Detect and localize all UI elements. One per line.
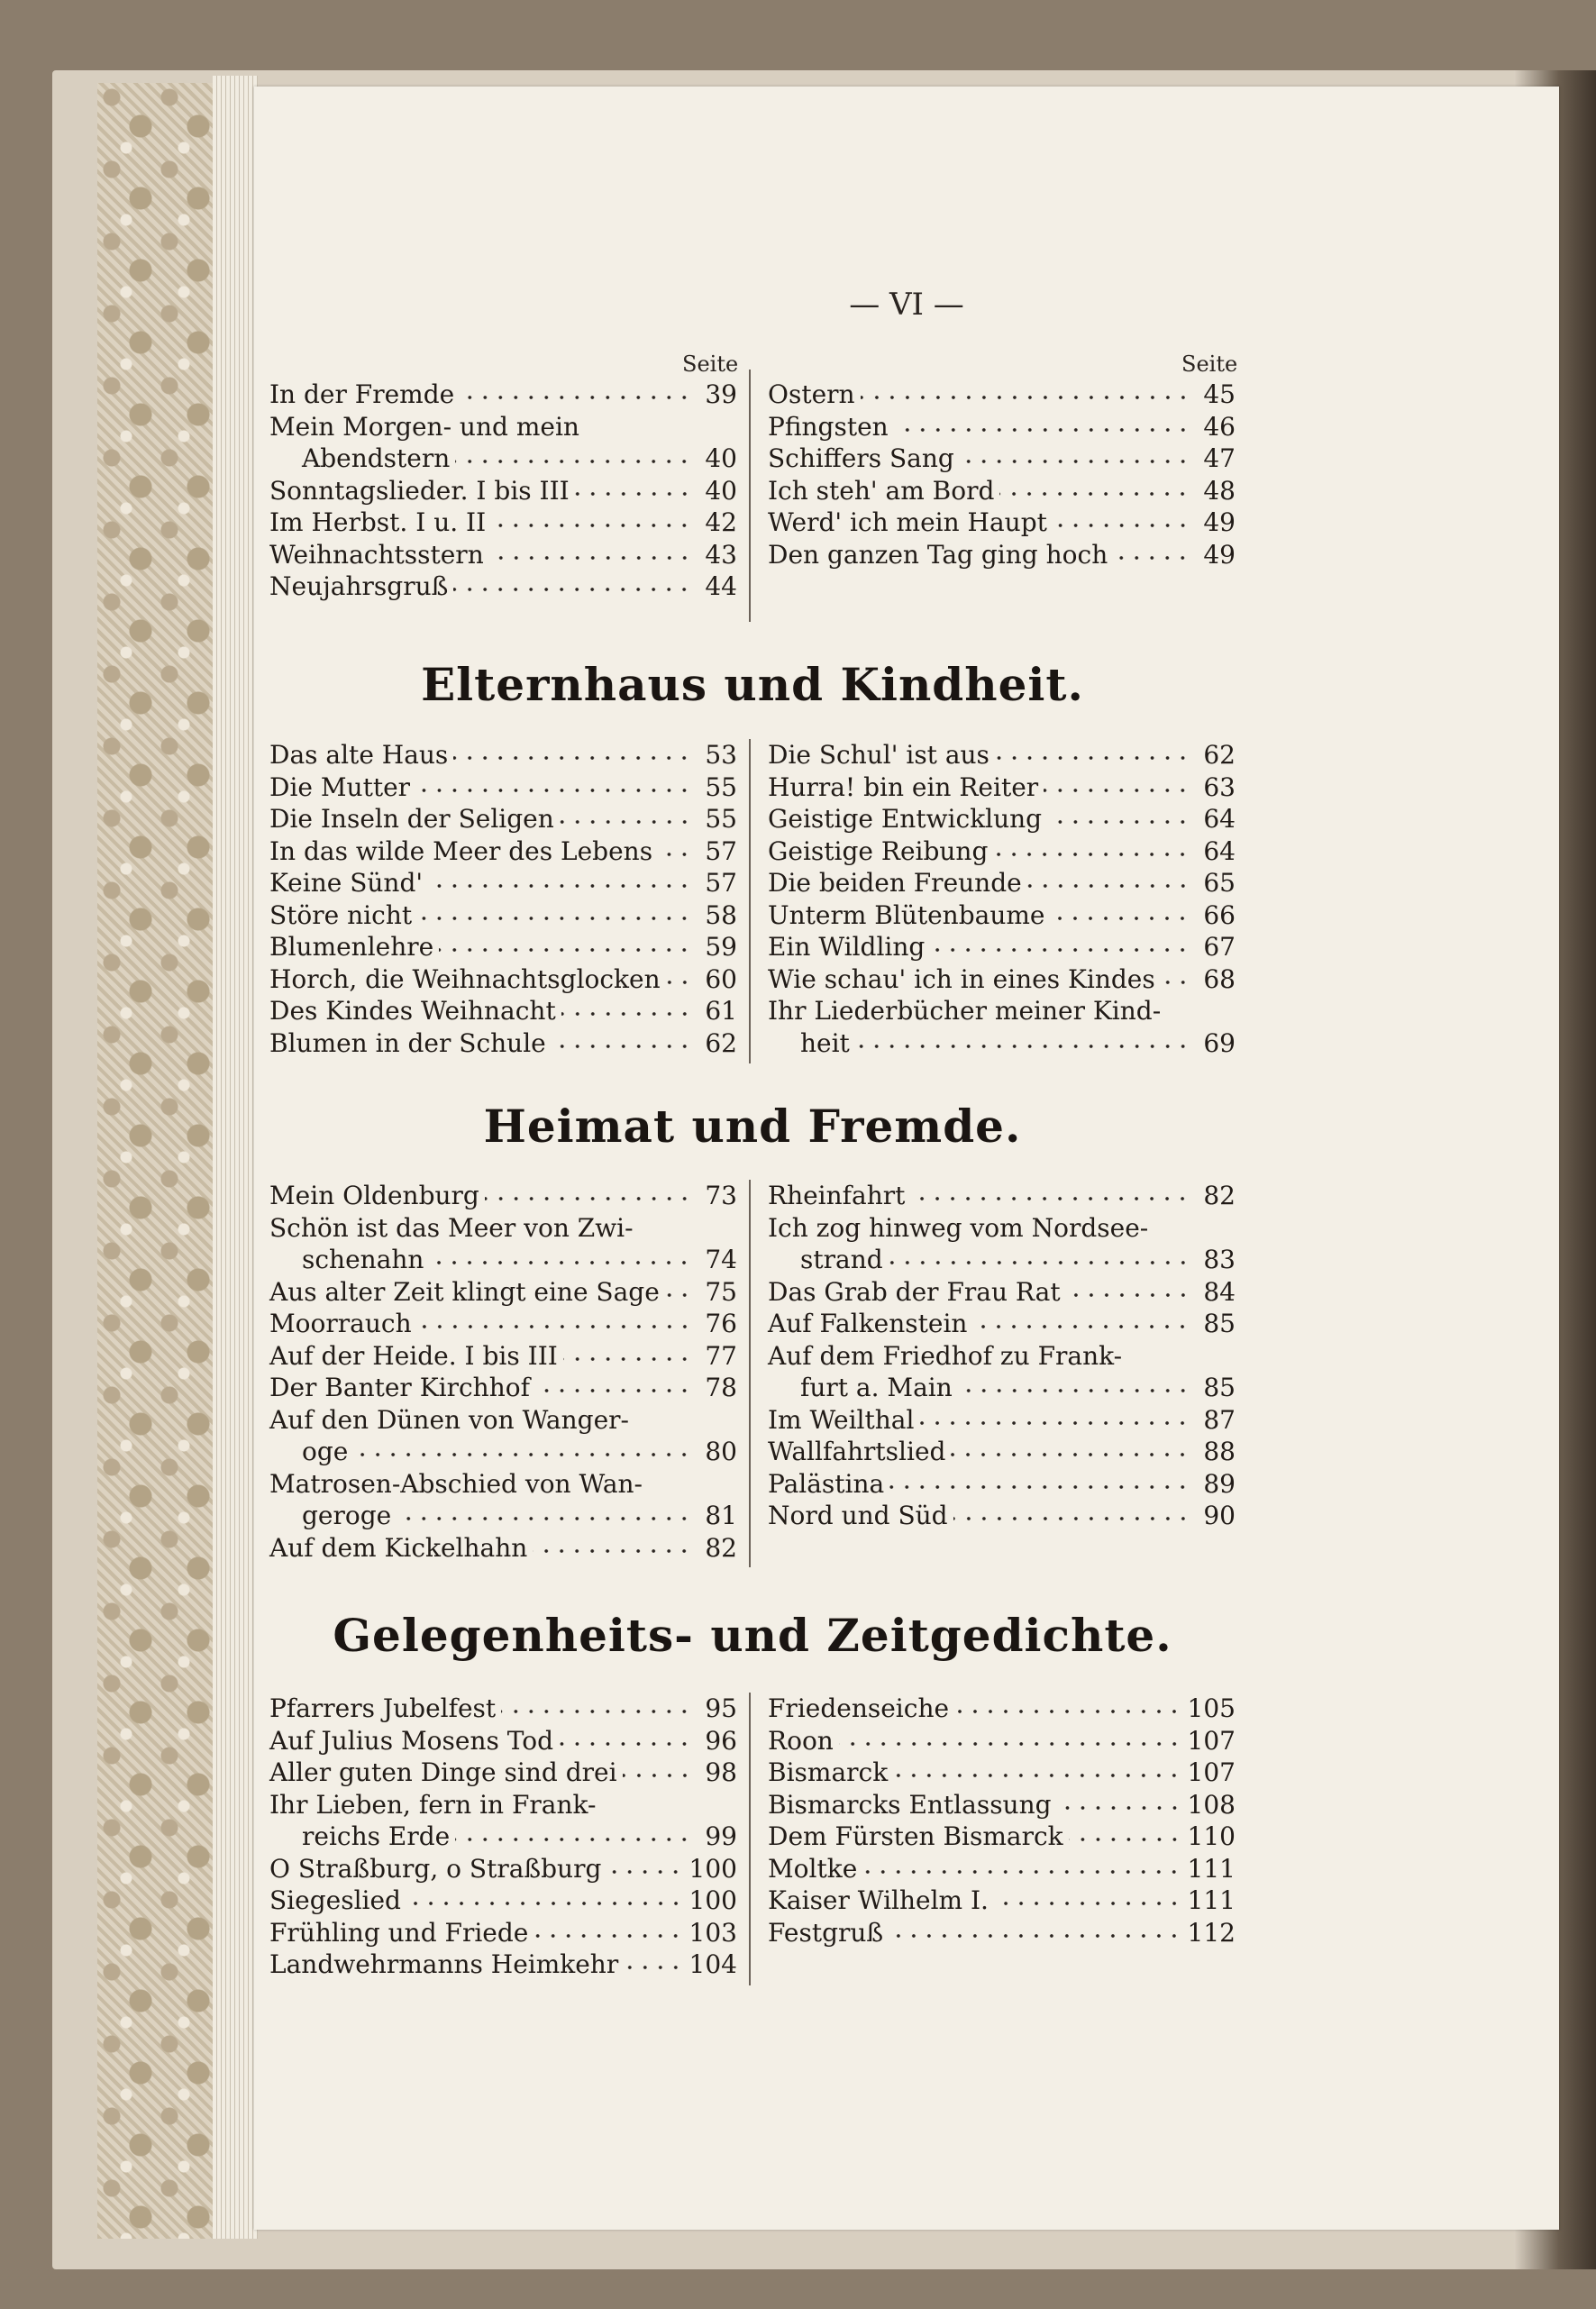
toc-entry [269,963,737,996]
dot-leader [563,1354,692,1364]
toc-section-3 [269,1693,1236,1981]
toc-entry-page: 104 [689,1949,737,1979]
toc-entry-title: Moltke [768,1853,858,1884]
toc-entry-page: 80 [705,1437,737,1466]
toc-entry [768,771,1236,804]
dot-leader [930,945,1190,955]
page-edges [213,76,258,2239]
toc-entry-title: Rheinfahrt [768,1181,906,1210]
dot-leader [397,1513,692,1524]
toc-entry-title: Aus alter Zeit klingt eine Sage [269,1276,660,1307]
dot-leader [993,849,1190,860]
dot-leader [453,584,692,595]
toc-entry [768,1789,1236,1821]
toc-entry [269,1027,737,1060]
dot-leader [951,1449,1190,1460]
toc-entry-title: O Straßburg, o Straßburg [269,1853,602,1884]
toc-entry-page: 98 [705,1757,737,1787]
toc-entry [768,443,1236,475]
dot-leader [972,1321,1190,1332]
toc-entry [768,1244,1236,1276]
toc-entry-title: Blumenlehre [269,932,434,962]
seite-header-row [269,351,1236,379]
dot-leader [406,1898,684,1909]
dot-leader [1066,1290,1190,1301]
toc-entry-title: Weihnachtsstern [269,539,484,570]
dot-leader [535,1385,692,1396]
toc-entry [269,1693,737,1725]
toc-entry-title: Frühling und Friede [269,1917,529,1948]
toc-entry-title: Auf Julius Mosens Tod [269,1725,554,1756]
toc-entry [768,1027,1236,1060]
toc-entry-page: 61 [705,996,737,1026]
toc-entry-page: 112 [1187,1917,1236,1948]
dot-leader [606,1866,683,1877]
toc-entry-title: Kaiser Wilhelm I. [768,1885,989,1915]
toc-entry-page: 49 [1203,507,1236,537]
toc-entry [269,1212,737,1245]
toc-entry-page: 88 [1203,1437,1236,1466]
dot-leader [534,1930,683,1941]
toc-entry [269,1404,737,1437]
seite-label-left: Seite [682,351,739,377]
toc-entry-title: Moorrauch [269,1309,412,1338]
toc-entry [269,739,737,771]
toc-entry [768,995,1236,1027]
toc-entry [768,1757,1236,1789]
toc-entry-page: 90 [1203,1501,1236,1530]
toc-entry-title: Werd' ich mein Haupt [768,507,1047,537]
toc-entry-page: 75 [705,1276,737,1307]
page-number: — VI — [849,287,964,323]
toc-entry-page: 100 [689,1885,737,1915]
dot-leader [666,977,692,988]
toc-entry-page: 55 [705,771,737,802]
toc-entry [768,1276,1236,1309]
toc-entry-page: 99 [705,1821,737,1851]
toc-entry-page: 77 [705,1340,737,1371]
toc-entry-title: Siegeslied [269,1885,401,1915]
dot-leader [861,392,1190,403]
toc-entry-page: 67 [1203,932,1236,962]
toc-entry-page: 100 [689,1853,737,1884]
dot-leader [658,849,692,860]
toc-entry-page: 62 [705,1027,737,1058]
toc-entry-title: Auf dem Friedhof zu Frank- [768,1340,1123,1371]
dot-leader [855,1041,1190,1052]
toc-entry-page: 89 [1203,1468,1236,1499]
toc-entry [269,539,737,571]
dot-leader [889,1482,1190,1492]
dot-leader [954,1706,1182,1717]
toc-entry [768,1853,1236,1885]
dot-leader [624,1962,683,1973]
toc-entry-page: 60 [705,963,737,994]
toc-entry-page: 110 [1187,1821,1236,1851]
toc-entry [269,867,737,899]
toc-entry [768,1340,1236,1373]
dot-leader [460,392,692,403]
toc-entry [269,1757,737,1789]
toc-entry-page: 85 [1203,1373,1236,1402]
toc-entry [269,1949,737,1981]
toc-entry [768,963,1236,996]
toc-entry-title: Auf dem Kickelhahn [269,1532,528,1563]
toc-entry-title: Keine Sünd' [269,868,424,898]
toc-entry-title: Dem Fürsten Bismarck [768,1821,1063,1851]
toc-right-column [768,739,1236,1059]
toc-section-1 [269,739,1236,1059]
dot-leader [953,1513,1190,1524]
toc-entry [269,1308,737,1340]
dot-leader [958,1385,1190,1396]
toc-entry-page: 64 [1203,804,1236,834]
toc-entry-page: 69 [1203,1027,1236,1058]
toc-entry-page: 39 [705,379,737,409]
toc-entry-page: 64 [1203,835,1236,866]
toc-entry [768,1885,1236,1917]
dot-leader [623,1770,692,1781]
toc-entry-page: 58 [705,899,737,930]
toc-entry [768,475,1236,507]
toc-entry [768,507,1236,539]
toc-entry-title: Bismarck [768,1757,889,1787]
toc-entry [768,1500,1236,1532]
toc-entry-title: Neujahrsgruß [269,571,449,601]
toc-entry-title: Auf der Heide. I bis III [269,1340,558,1371]
toc-entry-title: Ihr Liederbücher meiner Kind- [768,996,1162,1026]
dot-leader [455,1834,692,1845]
toc-entry-page: 53 [705,740,737,770]
toc-entry-title: Abendstern [302,443,451,473]
toc-entry-title: Wallfahrtslied [768,1437,946,1466]
toc-left-column [269,739,737,1059]
toc-entry [768,899,1236,932]
dot-leader [575,488,692,499]
toc-entry [768,835,1236,868]
dot-leader [439,945,692,955]
toc-entry-page: 76 [705,1309,737,1338]
toc-entry-title: Horch, die Weihnachtsglocken [269,963,661,994]
toc-entry [269,475,737,507]
toc-entry-title: Matrosen-Abschied von Wan- [269,1468,643,1499]
toc-entry-page: 49 [1203,539,1236,570]
toc-entry-page: 62 [1203,740,1236,770]
toc-entry-title: Schön ist das Meer von Zwi- [269,1212,634,1243]
dot-leader [1044,785,1190,796]
toc-entry-title: heit [800,1027,850,1058]
dot-leader [910,1193,1190,1204]
toc-entry-page: 81 [705,1501,737,1530]
toc-entry-page: 57 [705,868,737,898]
toc-entry-title: Unterm Blütenbaume [768,899,1045,930]
dot-leader [1050,913,1190,924]
section-heading-heimat: Heimat und Fremde. [483,1100,1022,1153]
toc-entry-page: 105 [1187,1693,1236,1723]
toc-entry-page: 96 [705,1725,737,1756]
toc-entry-title: Ein Wildling [768,932,926,962]
toc-entry [269,1340,737,1373]
dot-leader [1047,817,1190,827]
toc-entry-page: 42 [705,507,737,537]
toc-entry-page: 87 [1203,1404,1236,1435]
dot-leader [994,1898,1182,1909]
toc-entry [768,411,1236,443]
toc-entry-title: Die Inseln der Seligen [269,804,554,834]
dot-leader [889,1930,1181,1941]
toc-entry-page: 59 [705,932,737,962]
dot-leader [893,1770,1181,1781]
toc-entry-page: 73 [705,1181,737,1210]
dot-leader [1113,552,1190,563]
toc-entry [269,995,737,1027]
dot-leader [489,552,692,563]
toc-entry-title: Störe nicht [269,899,413,930]
toc-left-column [269,379,737,603]
toc-entry-title: Ihr Lieben, fern in Frank- [269,1789,597,1820]
toc-entry-page: 84 [1203,1276,1236,1307]
dot-leader [501,1706,692,1717]
toc-entry-page: 46 [1203,411,1236,442]
toc-entry-title: reichs Erde [302,1821,451,1851]
toc-entry [269,931,737,963]
toc-entry [269,411,737,443]
toc-entry [269,1725,737,1757]
toc-entry-page: 44 [705,571,737,601]
toc-entry [269,1853,737,1885]
dot-leader [999,488,1190,499]
dot-leader [960,456,1190,467]
toc-entry-title: Sonntagslieder. I bis III [269,475,570,506]
toc-entry-title: Hurra! bin ein Reiter [768,771,1039,802]
toc-entry-title: Das Grab der Frau Rat [768,1276,1061,1307]
toc-entry [768,379,1236,411]
toc-entry-title: furt a. Main [800,1373,953,1402]
dot-leader [894,424,1190,435]
dot-leader [428,881,692,891]
toc-entry-page: 103 [689,1917,737,1948]
dot-leader [417,913,692,924]
toc-entry-title: Aller guten Dinge sind drei [269,1757,617,1787]
toc-entry-title: Geistige Reibung [768,835,989,866]
toc-entry-page: 40 [705,475,737,506]
toc-entry [269,1532,737,1565]
toc-entry-title: In das wilde Meer des Lebens [269,835,653,866]
toc-entry [768,1693,1236,1725]
toc-entry-title: Mein Morgen- und mein [269,411,579,442]
toc-entry-title: Der Banter Kirchhof [269,1373,530,1402]
toc-entry-title: Die Schul' ist aus [768,740,990,770]
dot-leader [1027,881,1190,891]
dot-leader [533,1546,692,1556]
toc-entry [269,1821,737,1853]
toc-entry [768,867,1236,899]
toc-entry [269,899,737,932]
toc-entry-page: 111 [1187,1853,1236,1884]
toc-entry-title: Des Kindes Weihnacht [269,996,556,1026]
toc-entry [768,803,1236,835]
toc-entry [269,835,737,868]
toc-entry [768,1180,1236,1212]
dot-leader [453,753,692,763]
toc-entry [768,539,1236,571]
toc-entry-title: Roon [768,1725,834,1756]
endpaper-ornament [97,83,217,2239]
toc-entry-title: Geistige Entwicklung [768,804,1043,834]
toc-entry [768,1308,1236,1340]
toc-entry-title: Landwehrmanns Heimkehr [269,1949,619,1979]
toc-entry-page: 74 [705,1245,737,1274]
toc-entry-page: 107 [1187,1725,1236,1756]
toc-entry-title: Im Herbst. I u. II [269,507,487,537]
toc-entry [269,379,737,411]
toc-entry [269,1917,737,1949]
toc-entry-title: Mein Oldenburg [269,1181,479,1210]
toc-entry-title: Pfarrers Jubelfest [269,1693,497,1723]
toc-entry-page: 55 [705,804,737,834]
seite-label-right: Seite [1181,351,1238,377]
toc-entry-title: Im Weilthal [768,1404,915,1435]
toc-entry-title: Nord und Süd [768,1501,948,1530]
toc-entry-title: Auf den Dünen von Wanger- [269,1404,629,1435]
toc-entry-page: 47 [1203,443,1236,473]
toc-entry [269,1276,737,1309]
toc-entry-page: 66 [1203,899,1236,930]
dot-leader [561,1008,692,1019]
dot-leader [862,1866,1181,1877]
toc-section-0 [269,351,1236,603]
dot-leader [455,456,692,467]
toc-entry-title: Auf Falkenstein [768,1309,968,1338]
toc-entry-page: 95 [705,1693,737,1723]
toc-entry [269,443,737,475]
toc-entry-title: schenahn [302,1245,424,1274]
dot-leader [560,817,692,827]
toc-entry-title: Die beiden Freunde [768,868,1022,898]
toc-entry-title: Schiffers Sang [768,443,954,473]
toc-entry [768,931,1236,963]
toc-entry [269,1885,737,1917]
toc-entry-title: Bismarcks Entlassung [768,1789,1052,1820]
dot-leader [491,520,692,531]
toc-entry-title: strand [800,1245,883,1274]
dot-leader [665,1290,692,1301]
toc-entry-title: Das alte Haus [269,740,449,770]
dot-leader [429,1257,692,1268]
toc-entry-title: Wie schau' ich in eines Kindes [768,963,1155,994]
dot-leader [1161,977,1190,988]
toc-entry [768,1436,1236,1468]
toc-entry-title: Ich zog hinweg vom Nordsee- [768,1212,1149,1243]
toc-entry [269,1244,737,1276]
toc-entry-page: 82 [705,1532,737,1563]
dot-leader [415,785,692,796]
toc-entry-title: Die Mutter [269,771,411,802]
dot-leader [1069,1834,1182,1845]
toc-entry [768,1917,1236,1949]
toc-entry-page: 65 [1203,868,1236,898]
toc-entry-title: Pfingsten [768,411,889,442]
dot-leader [919,1418,1190,1428]
dot-leader [417,1321,692,1332]
dot-leader [1057,1802,1182,1813]
toc-entry [269,570,737,603]
toc-entry-title: In der Fremde [269,379,455,409]
toc-entry-page: 43 [705,539,737,570]
toc-entry [269,1789,737,1821]
toc-entry [768,1404,1236,1437]
toc-entry-page: 57 [705,835,737,866]
dot-leader [552,1041,692,1052]
dot-leader [485,1193,692,1204]
toc-entry [269,1180,737,1212]
dot-leader [995,753,1190,763]
toc-entry [269,1436,737,1468]
toc-entry [768,1468,1236,1501]
toc-entry [768,1725,1236,1757]
toc-entry [269,1468,737,1501]
dot-leader [353,1449,692,1460]
toc-entry [768,1821,1236,1853]
toc-entry-page: 63 [1203,771,1236,802]
dot-leader [839,1739,1182,1749]
toc-entry-title: Blumen in der Schule [269,1027,546,1058]
dot-leader [559,1739,692,1749]
toc-entry-title: Ostern [768,379,855,409]
toc-entry-title: Friedenseiche [768,1693,950,1723]
toc-section-2 [269,1180,1236,1564]
toc-entry-page: 68 [1203,963,1236,994]
toc-entry [269,771,737,804]
toc-entry-page: 78 [705,1373,737,1402]
toc-entry [269,803,737,835]
toc-entry [768,739,1236,771]
section-heading-elternhaus: Elternhaus und Kindheit. [421,658,1084,711]
toc-right-column [768,379,1236,603]
toc-entry-title: Festgruß [768,1917,884,1948]
toc-entry-page: 45 [1203,379,1236,409]
toc-entry [269,1372,737,1404]
toc-right-column [768,1693,1236,1981]
toc-entry [768,1212,1236,1245]
section-heading-gelegenheits: Gelegenheits- und Zeitgedichte. [333,1609,1172,1662]
toc-entry-title: Palästina [768,1468,885,1499]
toc-entry-title: oge [302,1437,349,1466]
toc-entry-title: Den ganzen Tag ging hoch [768,539,1108,570]
toc-entry-page: 82 [1203,1181,1236,1210]
toc-entry-page: 108 [1187,1789,1236,1820]
toc-entry [269,1500,737,1532]
toc-left-column [269,1180,737,1564]
toc-entry-page: 83 [1203,1245,1236,1274]
dot-leader [889,1257,1190,1268]
toc-entry-title: Ich steh' am Bord [768,475,995,506]
toc-entry-page: 48 [1203,475,1236,506]
toc-entry-page: 85 [1203,1309,1236,1338]
toc-left-column [269,1693,737,1981]
toc-entry-page: 111 [1187,1885,1236,1915]
toc-entry [269,507,737,539]
toc-entry [768,1372,1236,1404]
dot-leader [1053,520,1190,531]
toc-right-column [768,1180,1236,1564]
toc-entry-title: geroge [302,1501,392,1530]
toc-entry-page: 107 [1187,1757,1236,1787]
toc-entry-page: 40 [705,443,737,473]
